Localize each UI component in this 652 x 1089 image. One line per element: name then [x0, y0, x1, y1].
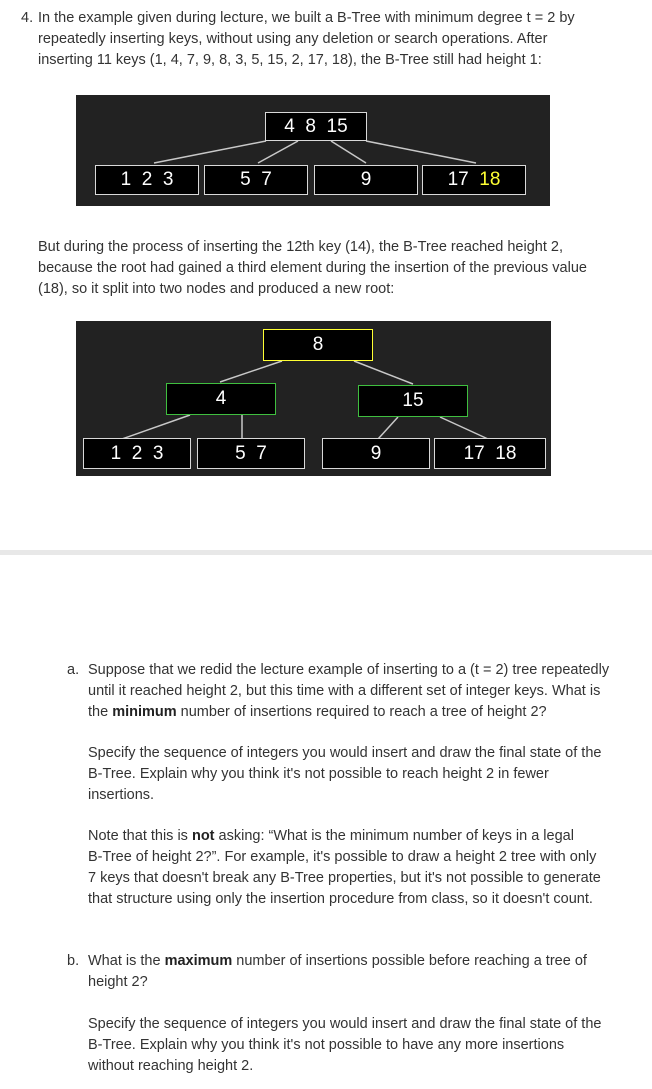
part-a-note-line-1 — [88, 826, 574, 847]
part-a-line-2: until it reached height 2, but this time with a different set of integer keys. What is — [88, 683, 601, 699]
part-a-line-3 — [88, 702, 547, 723]
minimum-emphasis: minimum — [112, 704, 177, 720]
tree1-root-node: 4 8 15 — [265, 112, 367, 141]
part-b-line-1-pre: What is the — [88, 953, 165, 969]
part-b-line-1 — [88, 951, 587, 972]
tree1-leaf-4-key: 17 — [447, 169, 469, 190]
part-b-specify-line-3: without reaching height 2. — [88, 1058, 254, 1074]
tree2-leaf-2: 5 7 — [197, 438, 305, 469]
not-emphasis: not — [191, 828, 215, 844]
part-a-specify-line-2: B-Tree. Explain why you think it's not possible to reach height 2 in fewer — [88, 766, 549, 782]
part-a-note-post: asking: “What is the minimum number of keys in a legal — [214, 828, 574, 844]
tree2-root-node: 8 — [263, 329, 373, 361]
part-a-line-3-pre: the — [88, 704, 113, 720]
intro-line-2: repeatedly inserting keys, without using any deletion or search operations. After — [38, 31, 548, 47]
btree-height-1-figure — [76, 95, 550, 206]
tree2-leaf-3: 9 — [322, 438, 430, 469]
tree1-leaf-4 — [422, 165, 526, 195]
part-b-specify-line-2: B-Tree. Explain why you think it's not possible to have any more insertions — [88, 1037, 565, 1053]
question-number: 4. — [21, 10, 34, 26]
middle-line-2: because the root had gained a third element during the insertion of the previous value — [38, 260, 587, 276]
part-a-specify-line-1: Specify the sequence of integers you would insert and draw the final state of the — [88, 745, 602, 761]
intro-line-1: In the example given during lecture, we built a B-Tree with minimum degree t = 2 by — [38, 10, 575, 26]
tree2-leaf-1: 1 2 3 — [83, 438, 191, 469]
middle-line-1: But during the process of inserting the 12th key (14), the B-Tree reached height 2, — [38, 239, 563, 255]
tree2-left-internal-node: 4 — [166, 383, 276, 415]
tree1-leaf-2: 5 7 — [204, 165, 308, 195]
tree2-leaf-4: 17 18 — [434, 438, 546, 469]
part-b-specify-line-1: Specify the sequence of integers you would insert and draw the final state of the — [88, 1016, 602, 1032]
tree1-leaf-1: 1 2 3 — [95, 165, 199, 195]
part-b-line-2: height 2? — [88, 974, 148, 990]
maximum-emphasis: maximum — [164, 953, 233, 969]
tree1-leaf-4-highlight-key: 18 — [479, 169, 501, 190]
part-a-letter: a. — [67, 662, 80, 678]
tree1-leaf-3: 9 — [314, 165, 418, 195]
part-a-note-line-2: B-Tree of height 2?”. For example, it's possible to draw a height 2 tree with only — [88, 849, 597, 865]
part-a-note-line-4: that structure using only the insertion procedure from class, so it doesn't count. — [88, 891, 593, 907]
part-b-line-1-post: number of insertions possible before reaching a tree of — [232, 953, 587, 969]
intro-line-3: inserting 11 keys (1, 4, 7, 9, 8, 3, 5, 15, 2, 17, 18), the B-Tree still had height 1: — [38, 52, 542, 68]
tree2-right-internal-node: 15 — [358, 385, 468, 417]
part-a-specify-line-3: insertions. — [88, 787, 155, 803]
part-a-line-3-post: number of insertions required to reach a tree of height 2? — [176, 704, 547, 720]
part-a-line-1: Suppose that we redid the lecture example of inserting to a (t = 2) tree repeatedly — [88, 662, 610, 678]
part-b-letter: b. — [67, 953, 80, 969]
middle-line-3: (18), so it split into two nodes and produced a new root: — [38, 281, 395, 297]
btree-height-2-figure — [76, 321, 551, 476]
part-a-note-line-3: 7 keys that doesn't break any B-Tree properties, but it's not possible to generate — [88, 870, 601, 886]
section-separator — [0, 550, 652, 555]
part-a-note-pre: Note that this is — [88, 828, 192, 844]
